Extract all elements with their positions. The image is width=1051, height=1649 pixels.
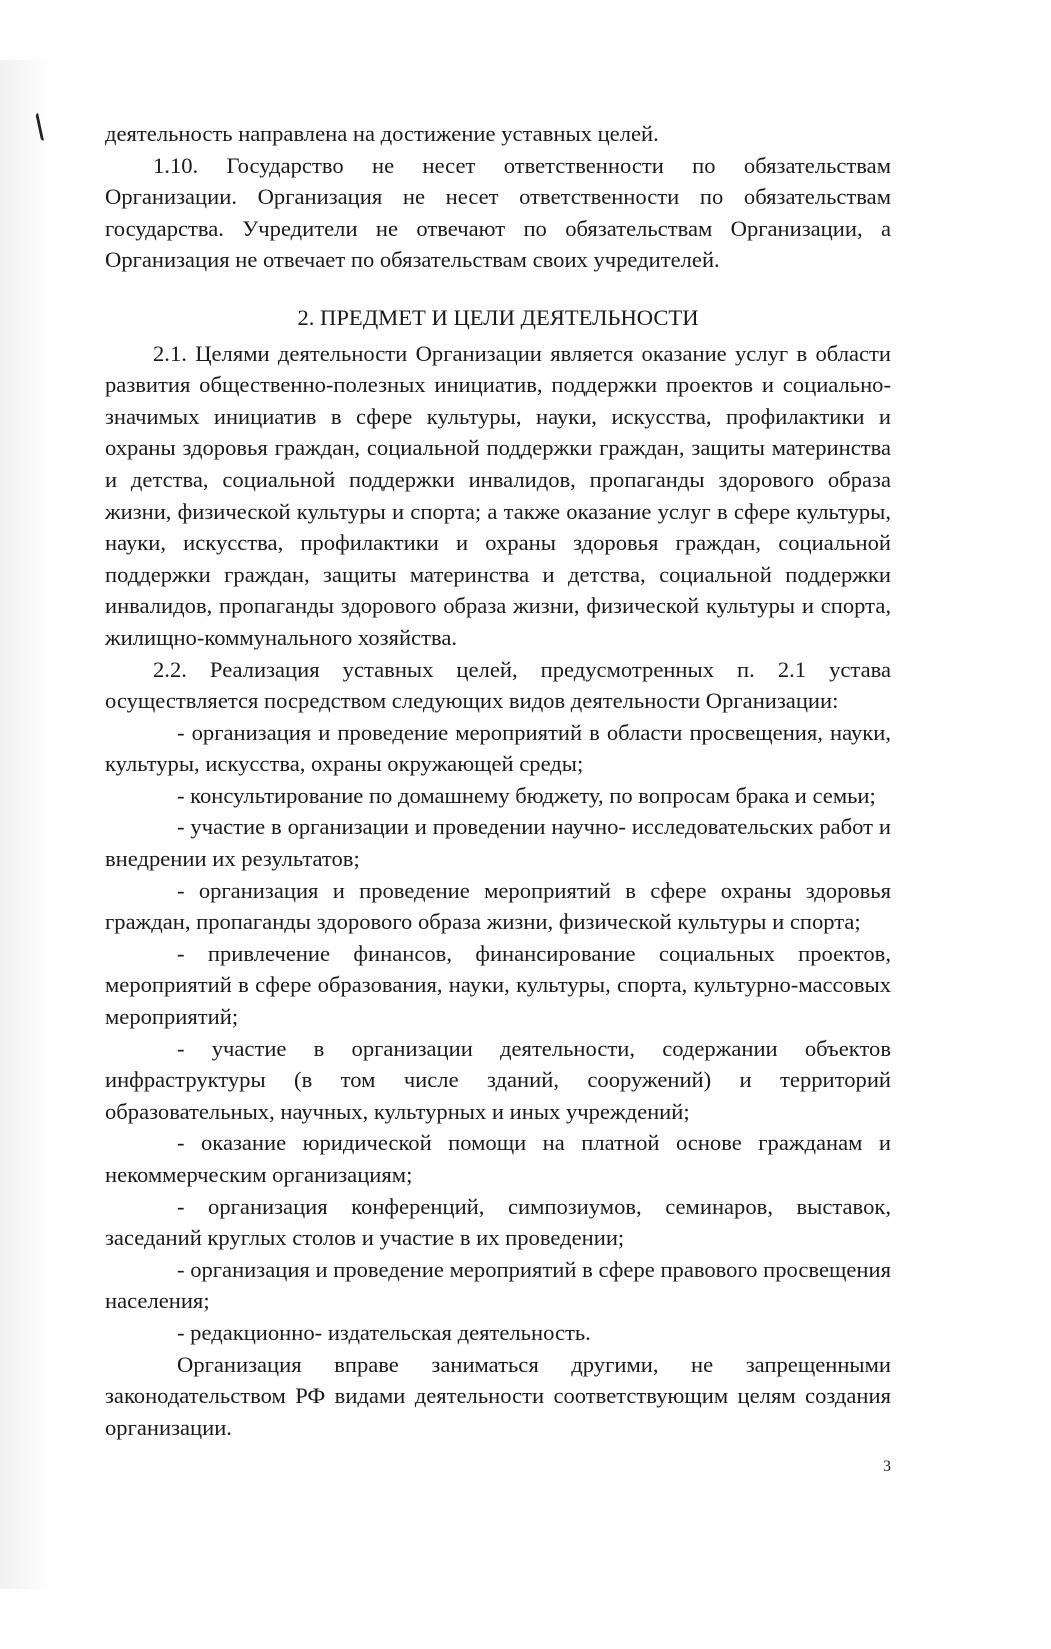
list-item: - участие в организации деятельности, содержании объектов инфраструктуры (в том числе зданий, сооружений) и территорий образовательных, научных, культурных и иных учреждений; — [105, 1035, 891, 1124]
list-item: - организация конференций, симпозиумов, семинаров, выставок, заседаний круглых столов и участие в их проведении; — [105, 1193, 891, 1251]
list-item: - оказание юридической помощи на платной основе гражданам и некоммерческим организациям; — [105, 1130, 891, 1187]
list-item: - организация и проведение мероприятий в сфере охраны здоровья граждан, пропаганды здорового образа жизни, физической культуры и спорта; — [105, 877, 891, 935]
paragraph-2-2: 2.2. Реализация уставных целей, предусмотренных п. 2.1 устава осуществляется посредством следующих видов деятельности Организации: — [105, 656, 891, 714]
list-item: - консультирование по домашнему бюджету, по вопросам брака и семьи; — [177, 782, 876, 808]
list-item: - участие в организации и проведении научно- исследовательских работ и внедрении их результатов; — [105, 814, 891, 872]
paragraph-continuation: деятельность направлена на достижение уставных целей. — [105, 121, 659, 146]
page-number: 3 — [883, 1458, 891, 1475]
binder-hole-mark — [35, 111, 54, 141]
paragraph-1-10: 1.10. Государство не несет ответственности по обязательствам Организации. Организация не несет ответственности по обязательствам государства. Учредители не отвечают по обязательствам Организации, а Организация не отвечает по обязательствам своих учредителей. — [105, 152, 891, 273]
list-item: - редакционно- издательская деятельность. — [177, 1319, 591, 1345]
closing-paragraph: Организация вправе заниматься другими, не запрещенными законодательством РФ видами деятельности соответствующим целям создания организации. — [105, 1351, 891, 1440]
list-item: - привлечение финансов, финансирование социальных проектов, мероприятий в сфере образования, науки, культуры, спорта, культурно-массовых мероприятий; — [105, 940, 891, 1030]
document-body — [105, 118, 891, 1443]
activities-list — [105, 717, 891, 1349]
section-title: 2. ПРЕДМЕТ И ЦЕЛИ ДЕЯТЕЛЬНОСТИ — [297, 304, 699, 330]
list-item: - организация и проведение мероприятий в области просвещения, науки, культуры, искусства, охраны окружающей среды; — [105, 719, 891, 777]
paragraph-2-1: 2.1. Целями деятельности Организации является оказание услуг в области развития общественно-полезных инициатив, поддержки проектов и социально- значимых инициатив в сфере культуры, науки, искусства, профилактики и охраны здоровья граждан, социальной поддержки граждан, защиты материнства и детства, социальной поддержки инвалидов, пропаганды здорового образа жизни, физической культуры и спорта; а также оказание услуг в сфере культуры, науки, искусства, профилактики и охраны здоровья граждан, социальной поддержки граждан, защиты материнства и детства, социальной поддержки инвалидов, пропаганды здорового образа жизни, физической культуры и спорта, жилищно-коммунального хозяйства. — [105, 340, 891, 650]
list-item: - организация и проведение мероприятий в сфере правового просвещения населения; — [105, 1256, 891, 1314]
